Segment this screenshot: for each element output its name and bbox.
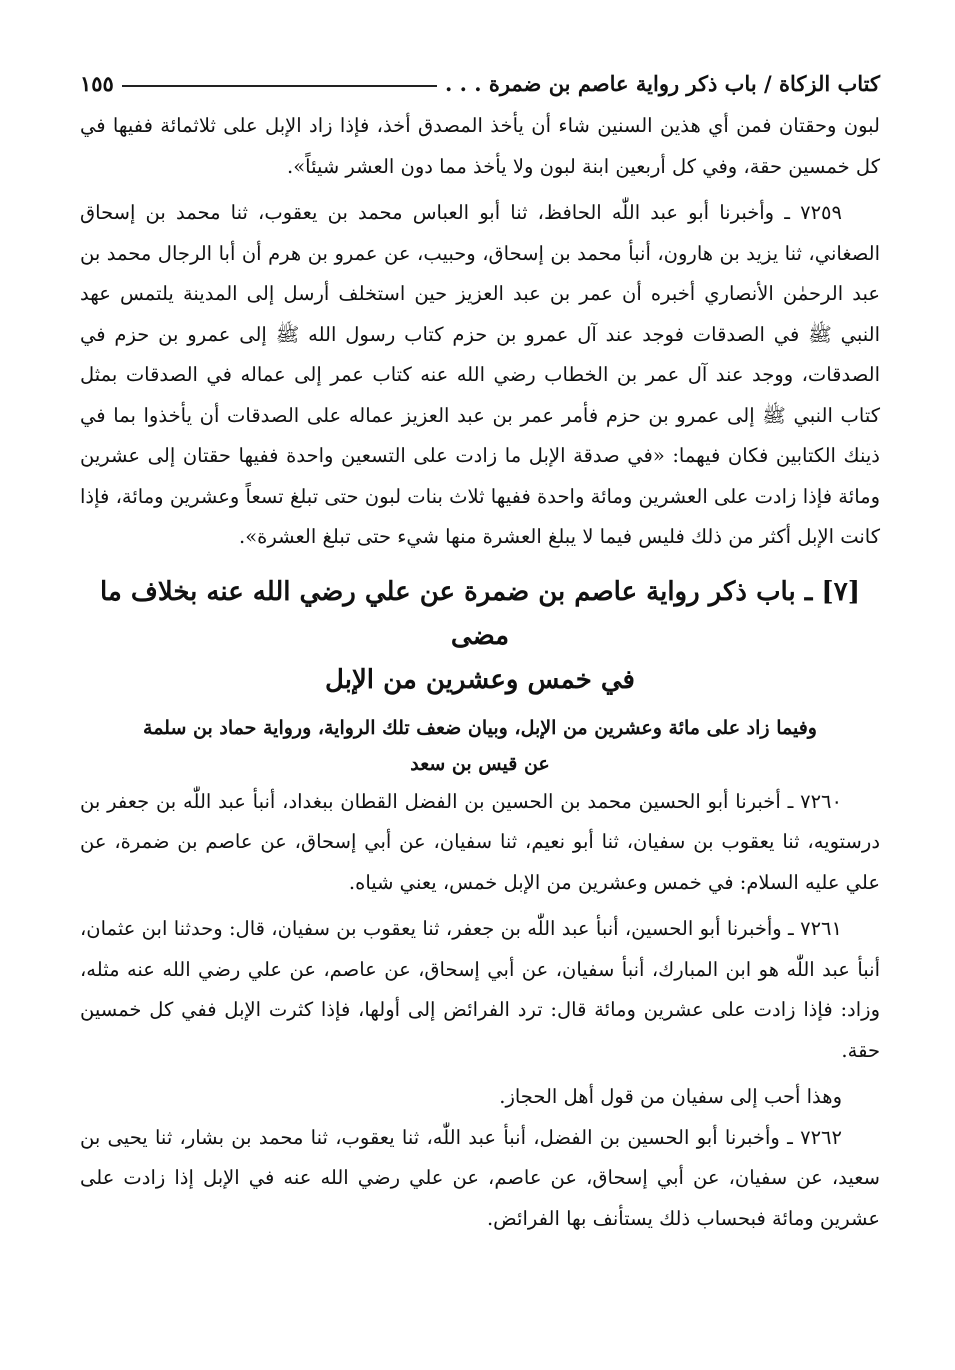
- chapter-subtitle: [80, 710, 880, 782]
- page-number: ١٥٥: [80, 71, 114, 96]
- running-header: [80, 58, 880, 96]
- book-page: [80, 58, 880, 1239]
- header-rule: [122, 85, 437, 87]
- paragraph-continuation: لبون وحقتان فمن أي هذين السنين شاء أن يأخذ المصدق أخذ، فإذا زاد الإبل على ثلاثمائة ففيها في كل خمسين حقة، وفي كل أربعين ابنة لبون ولا يأخذ مما دون العشر شيئاً».: [80, 114, 880, 178]
- chapter-title: [80, 570, 880, 702]
- paragraph-comment: وهذا أحب إلى سفيان من قول أهل الحجاز.: [499, 1085, 842, 1108]
- chapter-title-line2: في خمس وعشرين من الإبل: [325, 664, 635, 695]
- paragraph-hadith-7262: ٧٢٦٢ ـ وأخبرنا أبو الحسين بن الفضل، أنبأ عبد اللّٰه، ثنا يعقوب، ثنا محمد بن بشار، ثنا يحيى بن سعيد، عن سفيان، عن أبي إسحاق، عن عاصم، عن علي رضي الله عنه في الإبل إذا زادت على عشرين ومائة فبحساب ذلك يستأنف بها الفرائض.: [80, 1125, 880, 1230]
- page-body: [80, 106, 880, 1239]
- chapter-subtitle-line1: وفيما زاد على مائة وعشرين من الإبل، وبيان ضعف تلك الرواية، ورواية حماد بن سلمة: [143, 716, 817, 739]
- chapter-title-line1: [٧] ـ باب ذكر رواية عاصم بن ضمرة عن علي رضي الله عنه بخلاف ما مضى: [99, 576, 861, 651]
- paragraph-hadith-7259: ٧٢٥٩ ـ وأخبرنا أبو عبد اللّٰه الحافظ، ثنا أبو العباس محمد بن يعقوب، ثنا محمد بن إسحاق الصغاني، ثنا يزيد بن هارون، أنبأ محمد بن إسحاق، وحبيب، عن عمرو بن هرم أن أبا الرجال محمد بن عبد الرحمٰن الأنصاري أخبره أن عمر بن عبد العزيز حين استخلف أرسل إلى المدينة يلتمس عهد النبي ﷺ في الصدقات فوجد عند آل عمرو بن حزم كتاب رسول الله ﷺ إلى عمرو بن حزم في الصدقات، ووجد عند آل عمر بن الخطاب رضي الله عنه كتاب عمر إلى عماله في الصدقات بمثل كتاب النبي ﷺ إلى عمرو بن حزم فأمر عمر بن عبد العزيز عماله على الصدقات أن يأخذوا بما في ذينك الكتابين فكان فيهما: «في صدقة الإبل ما زادت على التسعين واحدة ففيها حقتان إلى عشرين ومائة فإذا زادت على العشرين ومائة واحدة ففيها ثلاث بنات لبون حتى تبلغ تسعاً وعشرين ومائة، فإذا كانت الإبل أكثر من ذلك فليس فيما لا يبلغ العشرة منها شيء حتى تبلغ العشرة».: [80, 201, 880, 548]
- running-title: كتاب الزكاة / باب ذكر رواية عاصم بن ضمرة . . .: [444, 71, 880, 96]
- paragraph-hadith-7260: ٧٢٦٠ ـ أخبرنا أبو الحسين محمد بن الحسين بن الفضل القطان ببغداد، أنبأ عبد اللّٰه بن جعفر بن درستويه، ثنا يعقوب بن سفيان، ثنا أبو نعيم، ثنا سفيان، عن أبي إسحاق، عن عاصم بن ضمرة، عن علي عليه السلام: في خمس وعشرين من الإبل خمس، يعني شياه.: [80, 789, 880, 894]
- paragraph-hadith-7261: ٧٢٦١ ـ وأخبرنا أبو الحسين، أنبأ عبد اللّٰه بن جعفر، ثنا يعقوب بن سفيان، قال: وحدثنا ابن عثمان، أنبأ عبد اللّٰه هو ابن المبارك، أنبأ سفيان، عن أبي إسحاق، عن عاصم، عن علي رضي الله عنه مثله، وزاد: فإذا زادت على عشرين ومائة قال: ترد الفرائض إلى أولها، فإذا كثرت الإبل ففي كل خمسين حقة.: [80, 917, 880, 1062]
- chapter-subtitle-line2: عن قيس بن سعد: [410, 752, 550, 775]
